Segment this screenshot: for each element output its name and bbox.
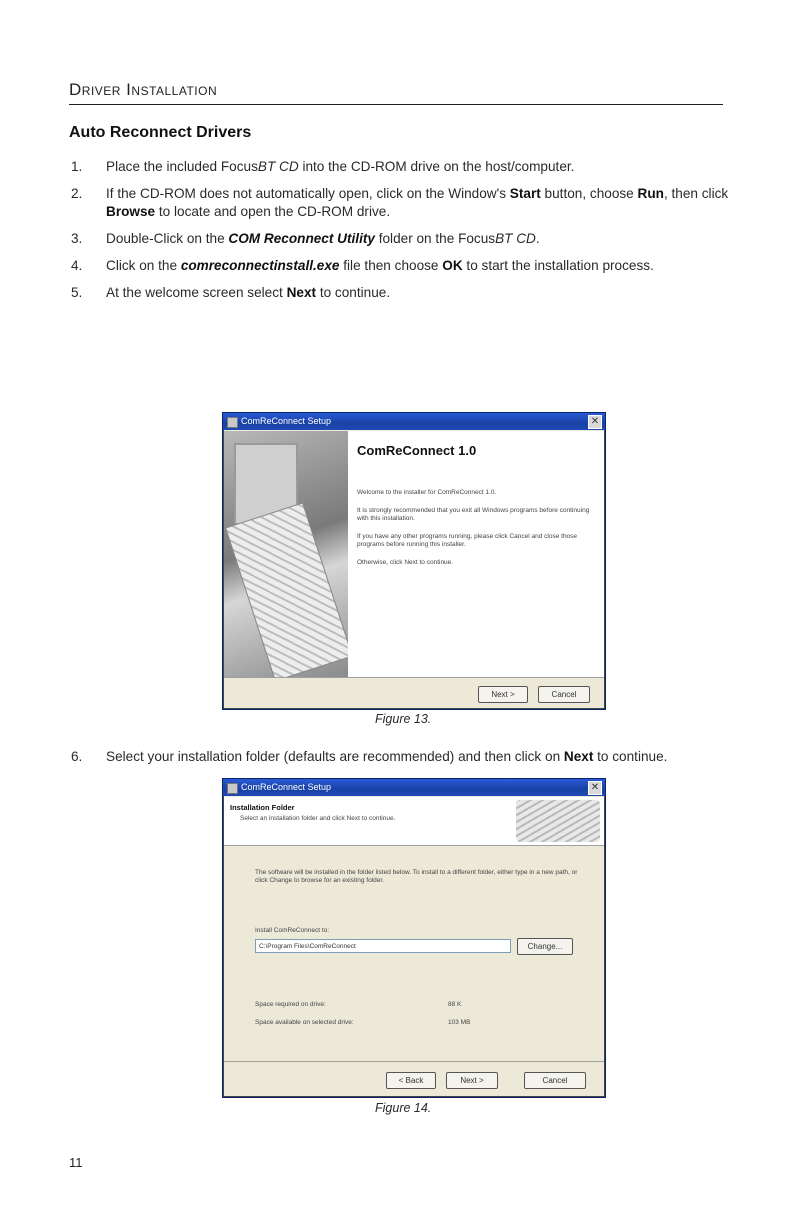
- step-4: [69, 257, 729, 275]
- step-emphasis: BT CD: [257, 159, 299, 174]
- installation-folder-dialog-screenshot: [222, 778, 606, 1098]
- cancel-button[interactable]: Cancel: [538, 686, 590, 703]
- change-button[interactable]: Change...: [517, 938, 573, 955]
- step-emphasis: BT CD: [495, 231, 536, 246]
- keyboard-graphic: [225, 502, 348, 677]
- step-text: .: [535, 231, 540, 246]
- step-number: 3.: [71, 231, 83, 246]
- dialog-titlebar: [223, 779, 605, 796]
- step-text: At the welcome screen select: [106, 285, 287, 300]
- panel-heading: Installation Folder: [230, 803, 295, 812]
- step-number: 4.: [71, 258, 83, 273]
- step-number: 2.: [71, 186, 83, 201]
- close-icon[interactable]: ✕: [588, 415, 602, 429]
- welcome-title: ComReConnect 1.0: [357, 443, 477, 458]
- step-bold-italic: COM Reconnect Utility: [228, 231, 375, 246]
- step-number: 1.: [71, 159, 83, 174]
- keyboard-banner-image: [516, 800, 600, 842]
- space-required-value: 88 K: [448, 1001, 462, 1008]
- step-1: [69, 158, 729, 176]
- step-6: [69, 748, 729, 766]
- step-text: If the CD-ROM does not automatically open, click on the Window's: [106, 186, 510, 201]
- step-3: [69, 230, 729, 248]
- keyboard-photo: [224, 431, 348, 677]
- step-text: to locate and open the CD-ROM drive.: [155, 204, 391, 219]
- space-required-label: Space required on drive:: [255, 1001, 326, 1008]
- page-number: 11: [69, 1155, 83, 1170]
- page-header: [69, 80, 723, 105]
- step-text: Double-Click on the: [106, 231, 229, 246]
- install-description: The software will be installed in the folder listed below. To install to a different folder, either type in a new path, or click Change to browse for an existing folder.: [255, 869, 578, 884]
- step-bold: Browse: [106, 204, 156, 219]
- dialog-header-panel: [224, 797, 604, 846]
- step-bold: Next: [286, 285, 317, 300]
- steps-list: [69, 158, 729, 311]
- welcome-paragraph: Welcome to the installer for ComReConnect 1.0.: [357, 489, 497, 496]
- step-number: 5.: [71, 285, 83, 300]
- back-button[interactable]: < Back: [386, 1072, 436, 1089]
- step-bold: Start: [509, 186, 541, 201]
- space-available-value: 103 MB: [448, 1019, 471, 1026]
- step-text: Place the included Focus: [106, 159, 258, 174]
- figure-caption: Figure 13.: [375, 712, 432, 726]
- header-title: Driver Installation: [69, 80, 218, 99]
- step-text: button, choose: [540, 186, 638, 201]
- steps-list-continued: [69, 748, 729, 775]
- step-text: to start the installation process.: [462, 258, 654, 273]
- close-icon[interactable]: ✕: [588, 781, 602, 795]
- step-text: , then click: [663, 186, 729, 201]
- step-number: 6.: [71, 749, 83, 764]
- step-bold-italic: comreconnectinstall.exe: [180, 258, 340, 273]
- next-button[interactable]: Next >: [446, 1072, 498, 1089]
- figure-caption: Figure 14.: [375, 1101, 432, 1115]
- welcome-content: [348, 431, 604, 677]
- welcome-paragraph: Otherwise, click Next to continue.: [357, 559, 454, 566]
- step-5: [69, 284, 729, 302]
- step-text: folder on the Focus: [374, 231, 496, 246]
- window-title: ComReConnect Setup: [241, 782, 332, 792]
- welcome-paragraph: If you have any other programs running, please click Cancel and close those programs before running this installer.: [357, 533, 578, 548]
- step-bold: Run: [637, 186, 664, 201]
- app-icon: [227, 783, 238, 794]
- step-text: to continue.: [593, 749, 668, 764]
- step-text: Select your installation folder (defaults are recommended) and then click on: [106, 749, 564, 764]
- welcome-dialog-screenshot: [222, 412, 606, 710]
- step-2: [69, 185, 729, 221]
- step-text: Click on the: [106, 258, 181, 273]
- step-bold: Next: [563, 749, 594, 764]
- window-title: ComReConnect Setup: [241, 416, 332, 426]
- app-icon: [227, 417, 238, 428]
- section-title: Auto Reconnect Drivers: [69, 124, 252, 141]
- button-bar: [224, 677, 604, 709]
- button-bar: [224, 1061, 604, 1097]
- next-button[interactable]: Next >: [478, 686, 528, 703]
- step-bold: OK: [442, 258, 463, 273]
- cancel-button[interactable]: Cancel: [524, 1072, 586, 1089]
- install-path-field[interactable]: C:\Program Files\ComReConnect: [255, 939, 511, 953]
- dialog-titlebar: [223, 413, 605, 430]
- panel-subheading: Select an installation folder and click Next to continue.: [240, 815, 396, 822]
- step-text: file then choose: [339, 258, 443, 273]
- install-label: Install ComReConnect to:: [255, 927, 330, 934]
- space-available-label: Space available on selected drive:: [255, 1019, 354, 1026]
- step-text: to continue.: [316, 285, 391, 300]
- step-text: into the CD-ROM drive on the host/computer.: [298, 159, 575, 174]
- welcome-paragraph: It is strongly recommended that you exit all Windows programs before continuing with this installation.: [357, 507, 590, 522]
